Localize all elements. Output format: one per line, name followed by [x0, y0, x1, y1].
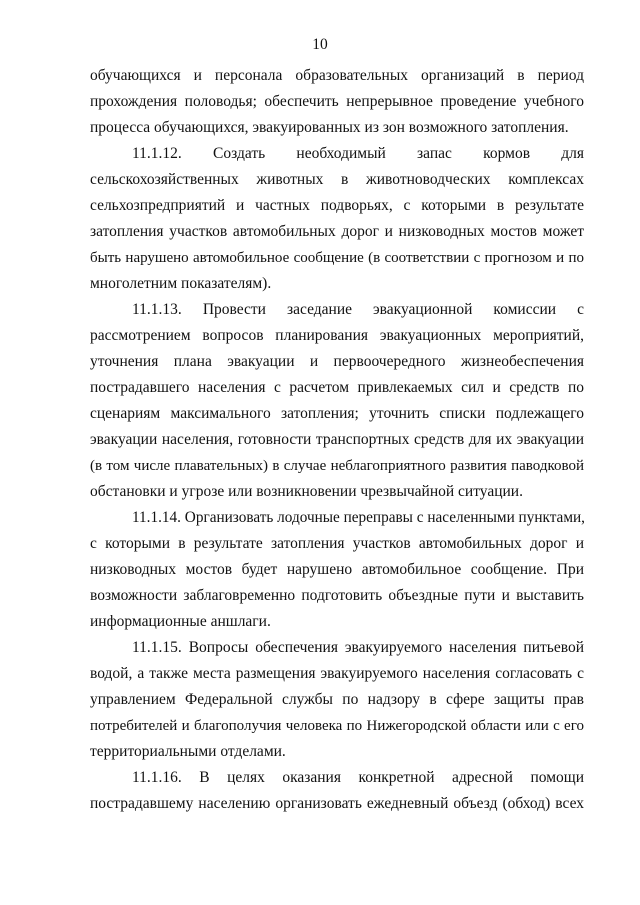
text-line: сельхозпредприятий и частных подворьях, с которыми в результате [90, 197, 584, 214]
paragraph-start-line: 11.1.12. Создать необходимый запас кормов для [132, 145, 584, 162]
text-line: многолетним показателям). [90, 275, 272, 292]
text-line: территориальными отделами. [90, 743, 286, 760]
text-line: пострадавшего населения с расчетом привлекаемых сил и средств по [90, 379, 584, 396]
text-line: процесса обучающихся, эвакуированных из зон возможного затопления. [90, 119, 569, 136]
text-line: сценариям максимального затопления; уточнить списки подлежащего [90, 405, 584, 422]
text-line: прохождения половодья; обеспечить непрерывное проведение учебного [90, 93, 584, 110]
text-line: информационные аншлаги. [90, 613, 271, 630]
text-line: рассмотрением вопросов планирования эвакуационных мероприятий, [90, 327, 584, 344]
paragraph-start-line: 11.1.16. В целях оказания конкретной адресной помощи [132, 769, 584, 786]
text-line: быть нарушено автомобильное сообщение (в соответствии с прогнозом и по [90, 250, 584, 266]
paragraph-start-line: 11.1.14. Организовать лодочные переправы с населенными пунктами, [132, 509, 585, 526]
text-line: обучающихся и персонала образовательных организаций в период [90, 67, 584, 84]
page-number: 10 [312, 36, 328, 53]
text-line: возможности заблаговременно подготовить объездные пути и выставить [90, 587, 584, 604]
text-line: (в том числе плавательных) в случае неблагоприятного развития паводковой [90, 458, 584, 474]
text-line: затопления участков автомобильных дорог и низководных мостов может [90, 223, 584, 240]
text-line: низководных мостов будет нарушено автомобильное сообщение. При [90, 561, 584, 578]
text-line: сельскохозяйственных животных в животноводческих комплексах [90, 171, 584, 188]
text-line: эвакуации населения, готовности транспортных средств для их эвакуации [90, 431, 584, 448]
paragraph-start-line: 11.1.13. Провести заседание эвакуационной комиссии с [132, 301, 584, 318]
text-line: обстановки и угрозе или возникновении чрезвычайной ситуации. [90, 483, 523, 500]
text-line: с которыми в результате затопления участков автомобильных дорог и [90, 535, 584, 552]
text-line: водой, а также места размещения эвакуируемого населения согласовать с [90, 665, 584, 682]
paragraph-start-line: 11.1.15. Вопросы обеспечения эвакуируемого населения питьевой [132, 639, 584, 656]
text-line: управлением Федеральной службы по надзору в сфере защиты прав [90, 691, 584, 708]
text-line: уточнения плана эвакуации и первоочередного жизнеобеспечения [90, 353, 584, 370]
text-line: пострадавшему населению организовать ежедневный объезд (обход) всех [90, 795, 584, 812]
text-line: потребителей и благополучия человека по Нижегородской области или с его [90, 718, 584, 734]
